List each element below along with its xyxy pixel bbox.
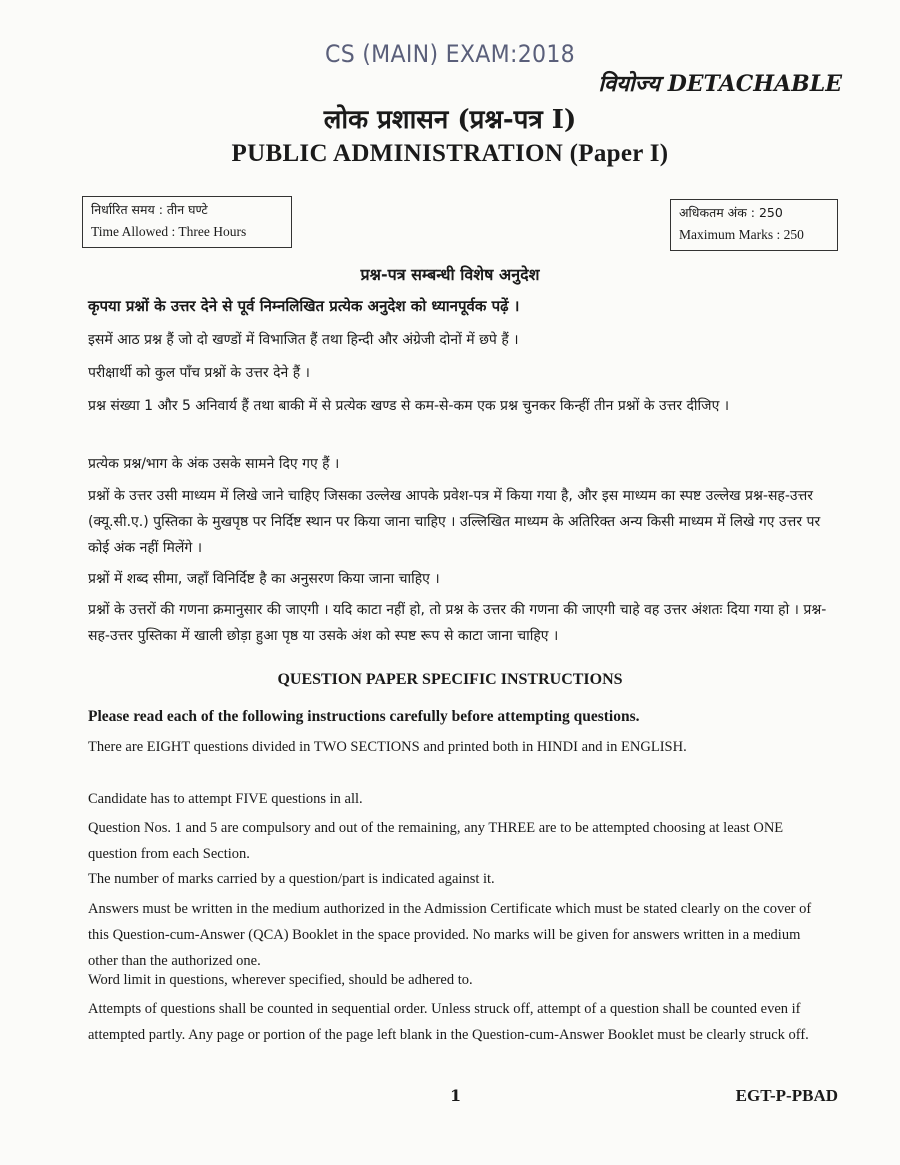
- english-instruction-7: Attempts of questions shall be counted in sequential order. Unless struck off, attempt of a question shall be counted even if attempted partly. Any page or portion of the page left blank in the Question-cum-Answer Booklet must be clearly struck off.: [88, 1001, 809, 1043]
- english-instruction-4: The number of marks carried by a question/part is indicated against it.: [88, 871, 495, 887]
- hindi-intro: कृपया प्रश्नों के उत्तर देने से पूर्व निम्नलिखित प्रत्येक अनुदेश को ध्यानपूर्वक पढ़ें ।: [88, 297, 520, 315]
- title-hindi: लोक प्रशासन (प्रश्न-पत्र I): [323, 105, 577, 135]
- english-instruction-2: Candidate has to attempt FIVE questions in all.: [88, 791, 363, 807]
- maximum-marks-hindi: अधिकतम अंक : 250: [679, 205, 783, 220]
- english-intro: Please read each of the following instructions carefully before attempting questions.: [88, 708, 640, 725]
- english-instruction-3: Question Nos. 1 and 5 are compulsory and out of the remaining, any THREE are to be attempted choosing at least ONE question from each Section.: [88, 820, 784, 862]
- english-instruction-5: Answers must be written in the medium authorized in the Admission Certificate which must be stated clearly on the cover of this Question-cum-Answer (QCA) Booklet in the space provided. No marks will be given for answers written in a medium other than the authorized one.: [88, 901, 812, 969]
- maximum-marks-box: [670, 199, 838, 251]
- title-english: PUBLIC ADMINISTRATION (Paper I): [231, 140, 669, 167]
- time-allowed-hindi: निर्धारित समय : तीन घण्टे: [91, 202, 208, 217]
- paper-code: EGT-P-PBAD: [735, 1086, 838, 1105]
- time-allowed-english: Time Allowed : Three Hours: [91, 224, 247, 239]
- hindi-instruction-7: प्रश्नों के उत्तरों की गणना क्रमानुसार की जाएगी । यदि काटा नहीं हो, तो प्रश्न के उत्तर की गणना की जाएगी चाहे वह उत्तर अंशतः दिया गया हो । प्रश्न-सह-उत्तर पुस्तिका में खाली छोड़ा हुआ पृष्ठ या उसके अंश को स्पष्ट रूप से काटा जाना चाहिए ।: [88, 602, 827, 644]
- detachable-label: वियोज्य DETACHABLE: [598, 71, 842, 97]
- hindi-instructions-heading: प्रश्न-पत्र सम्बन्धी विशेष अनुदेश: [360, 265, 540, 284]
- english-instruction-6: Word limit in questions, wherever specified, should be adhered to.: [88, 972, 473, 988]
- hindi-instruction-5: प्रश्नों के उत्तर उसी माध्यम में लिखे जाने चाहिए जिसका उल्लेख आपके प्रवेश-पत्र में किया गया है, और इस माध्यम का स्पष्ट उल्लेख प्रश्न-सह-उत्तर (क्यू.सी.ए.) पुस्तिका के मुखपृष्ठ पर निर्दिष्ट स्थान पर किया जाना चाहिए । उल्लिखित माध्यम के अतिरिक्त अन्य किसी माध्यम में लिखे गए उत्तर पर कोई अंक नहीं मिलेंगे ।: [88, 488, 821, 556]
- exam-stamp: CS (MAIN) EXAM:2018: [324, 40, 575, 68]
- maximum-marks-english: Maximum Marks : 250: [679, 227, 804, 242]
- hindi-instruction-4: प्रत्येक प्रश्न/भाग के अंक उसके सामने दिए गए हैं ।: [88, 456, 340, 472]
- english-instructions-heading: QUESTION PAPER SPECIFIC INSTRUCTIONS: [277, 671, 623, 688]
- hindi-instruction-1: इसमें आठ प्रश्न हैं जो दो खण्डों में विभाजित हैं तथा हिन्दी और अंग्रेजी दोनों में छपे हैं ।: [88, 332, 519, 348]
- time-allowed-box: [82, 196, 292, 248]
- hindi-instruction-2: परीक्षार्थी को कुल पाँच प्रश्नों के उत्तर देने हैं ।: [88, 365, 310, 381]
- hindi-instruction-3: प्रश्न संख्या 1 और 5 अनिवार्य हैं तथा बाकी में से प्रत्येक खण्ड से कम-से-कम एक प्रश्न चुनकर किन्हीं तीन प्रश्नों के उत्तर दीजिए ।: [88, 398, 730, 414]
- english-instruction-1: There are EIGHT questions divided in TWO SECTIONS and printed both in HINDI and in ENGLISH.: [88, 739, 687, 755]
- hindi-instruction-6: प्रश्नों में शब्द सीमा, जहाँ विनिर्दिष्ट है का अनुसरण किया जाना चाहिए ।: [88, 571, 440, 587]
- page-number: 1: [450, 1086, 462, 1105]
